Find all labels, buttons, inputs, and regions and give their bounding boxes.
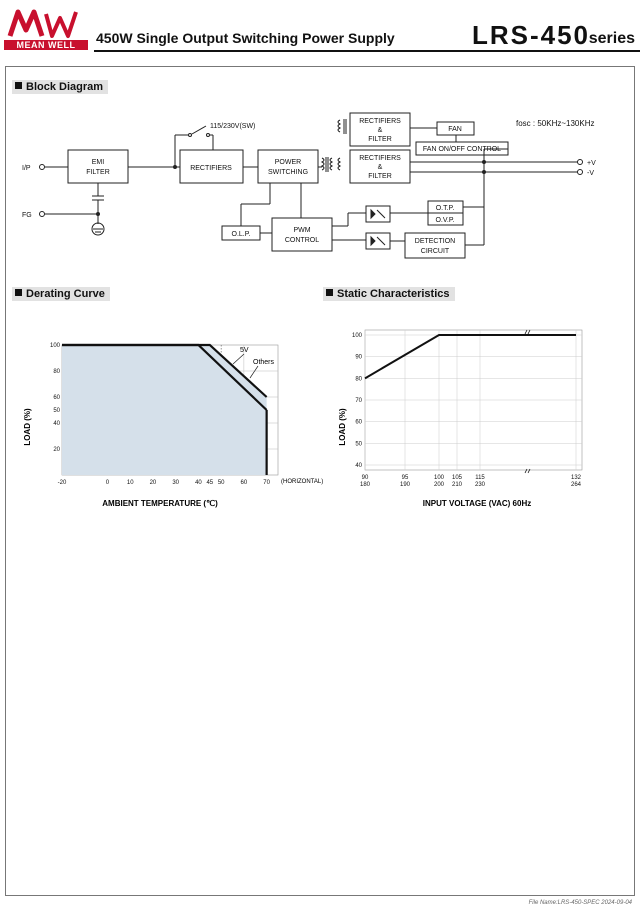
switch-label: 115/230V(SW) bbox=[210, 123, 256, 130]
rf-a-label-2: & bbox=[377, 127, 383, 134]
derating-y-tick: 40 bbox=[53, 421, 60, 427]
static-y-tick: 90 bbox=[355, 354, 362, 361]
tag-5v: 5V bbox=[240, 347, 249, 354]
power-switching-box bbox=[258, 150, 318, 183]
derating-x-tick: 0 bbox=[105, 480, 110, 486]
olp-label: O.L.P. bbox=[231, 231, 251, 238]
derating-x-tick: -20 bbox=[57, 480, 67, 486]
rf-b-label-1: RECTIFIERS bbox=[359, 155, 401, 162]
static-y-tick: 50 bbox=[355, 441, 362, 448]
logo-caption: MEAN WELL bbox=[4, 40, 88, 50]
emi-filter-box bbox=[68, 150, 128, 183]
vminus-label: -V bbox=[587, 170, 594, 177]
power-label-1: POWER bbox=[274, 159, 302, 166]
static-y-tick: 40 bbox=[355, 463, 362, 469]
tag-others: Others bbox=[253, 359, 275, 366]
power-label-2: SWITCHING bbox=[267, 169, 309, 176]
pwm-label-2: CONTROL bbox=[284, 237, 320, 244]
static-x-tick-bottom: 200 bbox=[433, 482, 445, 488]
static-x-tick-top: 95 bbox=[401, 475, 409, 481]
vplus-label: +V bbox=[587, 160, 596, 167]
static-y-tick: 100 bbox=[351, 333, 362, 339]
detection-label-1: DETECTION bbox=[414, 238, 456, 245]
derating-x-tick: 60 bbox=[240, 480, 248, 486]
rectifiers-label: RECTIFIERS bbox=[190, 165, 232, 172]
fan-label: FAN bbox=[448, 126, 462, 133]
derating-area-fill bbox=[62, 345, 267, 475]
derating-y-tick: 20 bbox=[53, 447, 60, 453]
fg-label: FG bbox=[22, 212, 32, 219]
static-y-tick: 60 bbox=[355, 419, 362, 426]
derating-xlabel: AMBIENT TEMPERATURE (℃) bbox=[102, 499, 218, 508]
rf-b-label-2: & bbox=[377, 164, 383, 171]
static-x-tick-bottom: 210 bbox=[451, 482, 463, 488]
static-x-tick-top: 105 bbox=[451, 475, 463, 481]
detection-label-2: CIRCUIT bbox=[420, 248, 450, 255]
ip-label: I/P bbox=[22, 165, 31, 172]
derating-y-tick: 80 bbox=[53, 369, 60, 375]
static-x-tick-top: 115 bbox=[475, 475, 485, 481]
static-x-tick-top: 100 bbox=[433, 475, 445, 481]
derating-curve-title: Derating Curve bbox=[12, 287, 110, 301]
static-y-tick: 70 bbox=[355, 398, 362, 404]
derating-y-tick: 50 bbox=[53, 408, 60, 414]
derating-y-tick: 100 bbox=[49, 343, 60, 349]
static-x-tick-bottom: 180 bbox=[359, 482, 371, 488]
block-diagram bbox=[0, 0, 640, 270]
model-name: LRS-450 bbox=[471, 20, 590, 50]
axis-break-marks bbox=[525, 330, 530, 473]
derating-x-tick: 40 bbox=[195, 480, 202, 486]
derating-chart bbox=[0, 300, 330, 520]
static-ylabel: LOAD (%) bbox=[338, 408, 347, 446]
derating-y-tick: 60 bbox=[53, 395, 60, 401]
rf-a-label-3: FILTER bbox=[368, 136, 392, 143]
emi-label-1: EMI bbox=[91, 159, 105, 166]
static-x-tick-bottom: 264 bbox=[570, 482, 582, 488]
static-characteristics-chart bbox=[320, 300, 620, 520]
optocoupler-top bbox=[366, 206, 390, 222]
derating-x-tick: 70 bbox=[263, 480, 270, 486]
document-subtitle: 450W Single Output Switching Power Supply bbox=[96, 30, 395, 46]
fan-control-label: FAN ON/OFF CONTROL bbox=[422, 146, 502, 153]
horizontal-label: (HORIZONTAL) bbox=[281, 479, 324, 485]
block-diagram-title: Block Diagram bbox=[12, 80, 108, 94]
derating-x-tick: 50 bbox=[217, 480, 225, 486]
footer-file-name: File Name:LRS-450-SPEC 2024-09-04 bbox=[528, 900, 632, 906]
rf-b-label-3: FILTER bbox=[368, 173, 392, 180]
static-x-tick-top: 90 bbox=[361, 475, 369, 481]
otp-label: O.T.P. bbox=[435, 205, 455, 212]
fosc-label: fosc : 50KHz~130KHz bbox=[516, 119, 595, 128]
static-xlabel: INPUT VOLTAGE (VAC) 60Hz bbox=[422, 499, 532, 508]
emi-label-2: FILTER bbox=[86, 169, 110, 176]
static-x-tick-bottom: 190 bbox=[399, 482, 411, 488]
static-x-tick-bottom: 230 bbox=[474, 482, 486, 488]
ovp-label: O.V.P. bbox=[435, 217, 455, 224]
static-x-tick-top: 132 bbox=[570, 475, 582, 481]
series-label: series bbox=[588, 30, 635, 47]
static-characteristics-title: Static Characteristics bbox=[323, 287, 455, 301]
derating-ylabel: LOAD (%) bbox=[23, 408, 32, 446]
pwm-control-box bbox=[272, 218, 332, 251]
derating-x-tick: 45 bbox=[206, 480, 214, 486]
derating-x-tick: 20 bbox=[149, 480, 157, 486]
optocoupler-bottom bbox=[366, 233, 390, 249]
static-y-tick: 80 bbox=[355, 376, 362, 383]
rf-a-label-1: RECTIFIERS bbox=[359, 118, 401, 125]
derating-x-tick: 30 bbox=[172, 480, 180, 486]
pwm-label-1: PWM bbox=[293, 227, 311, 234]
derating-x-tick: 10 bbox=[126, 480, 134, 486]
